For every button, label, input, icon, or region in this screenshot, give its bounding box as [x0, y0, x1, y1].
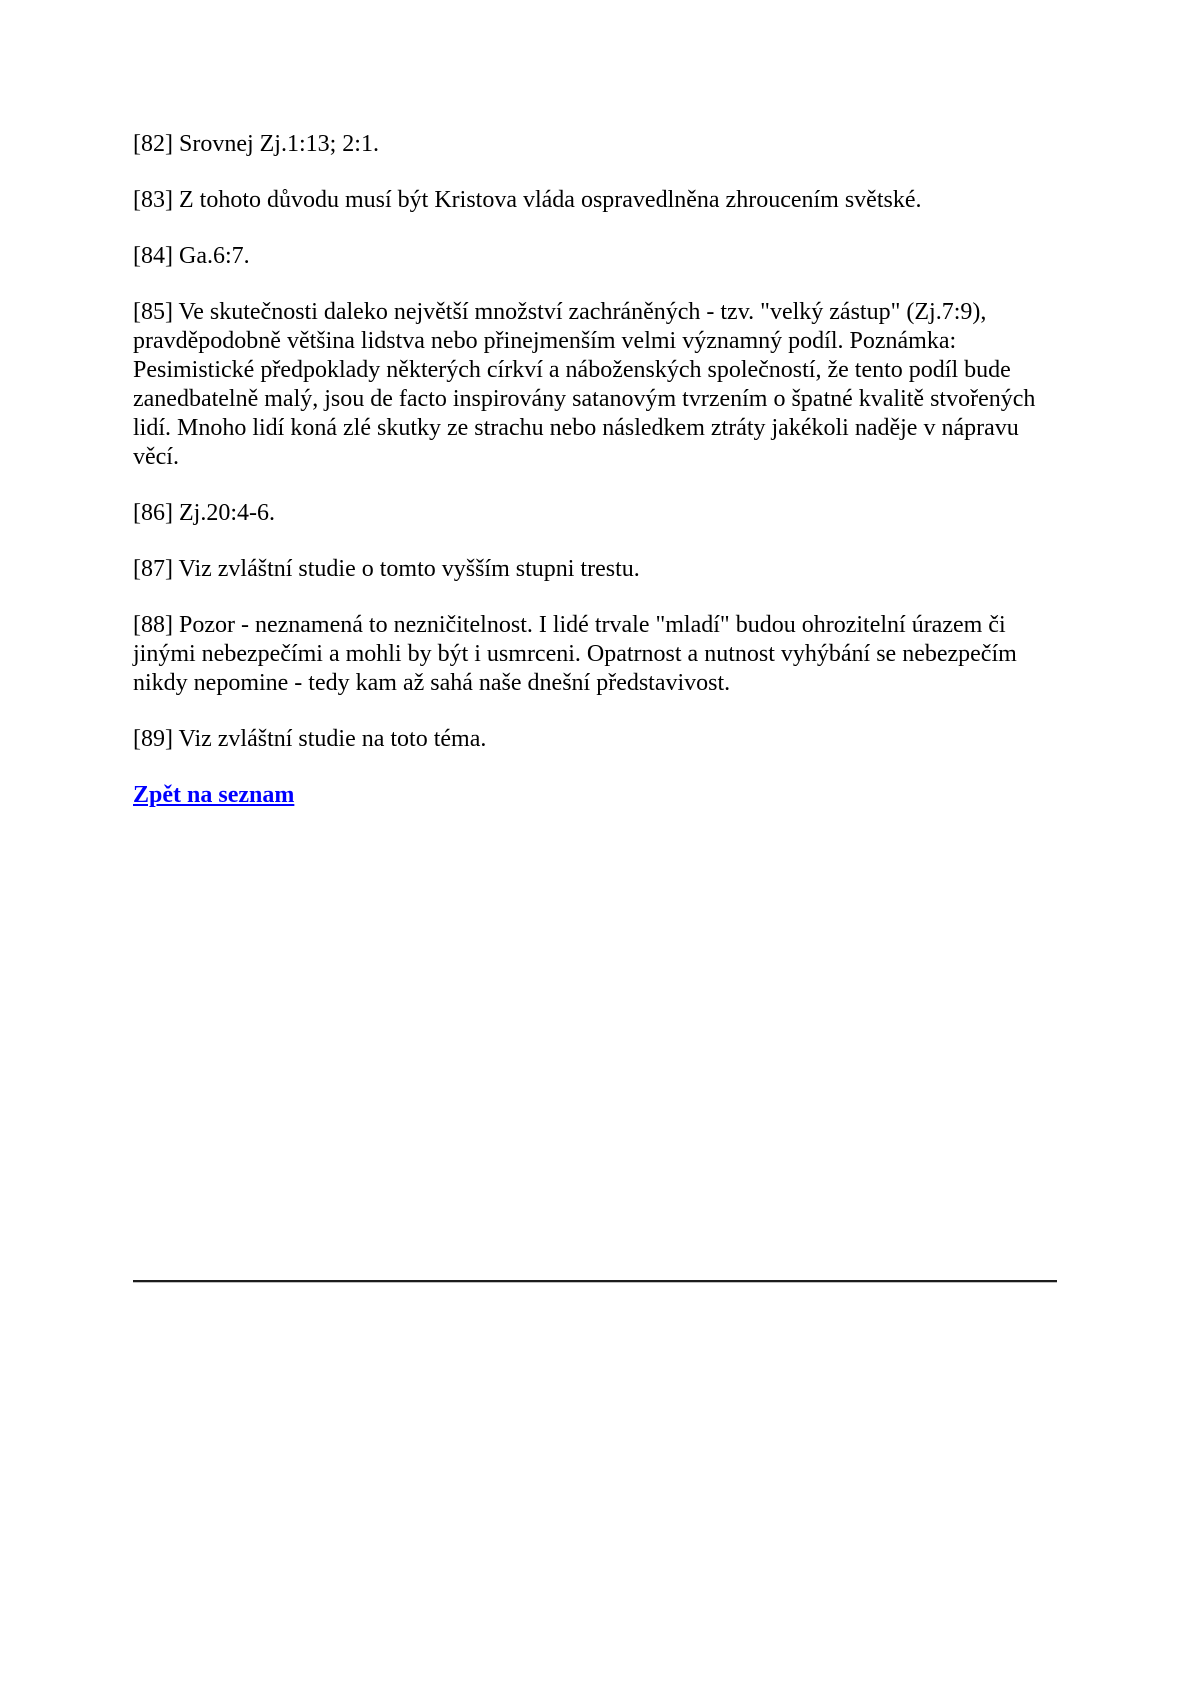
footnote-paragraph: [85] Ve skutečnosti daleko největší množství zachráněných - tzv. "velký zástup" (Zj.7:9), pravděpodobně většina lidstva nebo přinejmenším velmi významný podíl. Poznámka: Pesimistické předpoklady některých církví a náboženských společností, že tento podíl bude zanedbatelně malý, jsou de facto inspirovány satanovým tvrzením o špatné kvalitě stvořených lidí. Mnoho lidí koná zlé skutky ze strachu nebo následkem ztráty jakékoli naděje v nápravu věcí. [133, 299, 1036, 470]
footnote-paragraph: [87] Viz zvláštní studie o tomto vyšším stupni trestu. [133, 556, 640, 582]
footnote-paragraph: [82] Srovnej Zj.1:13; 2:1. [133, 131, 379, 157]
footnote-paragraph: [83] Z tohoto důvodu musí být Kristova vláda ospravedlněna zhroucením světské. [133, 187, 922, 213]
back-link-row [133, 781, 1057, 810]
footnote-paragraph: [89] Viz zvláštní studie na toto téma. [133, 726, 487, 752]
footnote-paragraph: [86] Zj.20:4-6. [133, 500, 275, 526]
horizontal-rule [133, 1280, 1057, 1282]
footnote-paragraph: [88] Pozor - neznamená to nezničitelnost. I lidé trvale "mladí" budou ohrozitelní úrazem či jinými nebezpečími a mohli by být i usmrceni. Opatrnost a nutnost vyhýbání se nebezpečím nikdy nepomine - tedy kam až sahá naše dnešní představivost. [133, 612, 1017, 696]
back-to-list-link[interactable]: Zpět na seznam [133, 782, 295, 808]
footnote-paragraph: [84] Ga.6:7. [133, 243, 250, 269]
